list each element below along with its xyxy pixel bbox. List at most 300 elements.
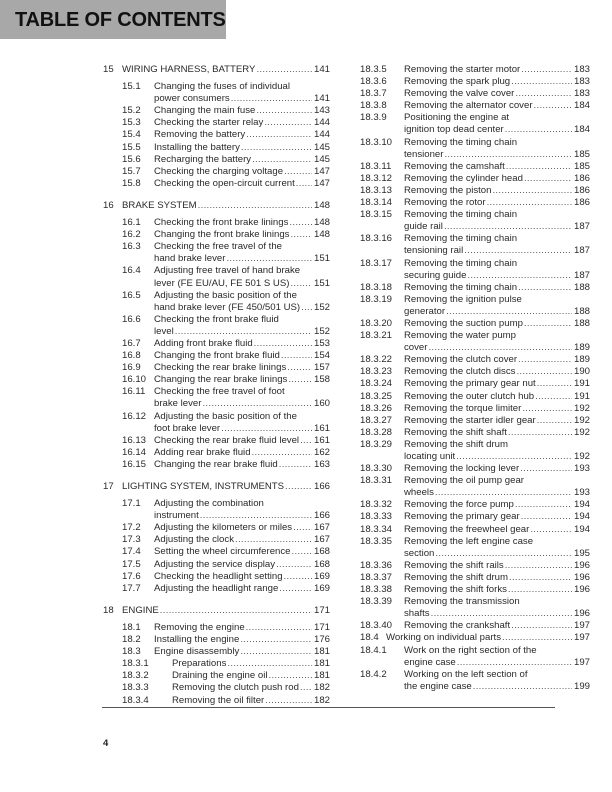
entry-title: Removing the engine [154, 621, 245, 633]
toc-entry[interactable] [103, 229, 330, 241]
toc-entry[interactable] [103, 459, 330, 471]
entry-title: Adding front brake fluid [154, 337, 253, 349]
dot-leader [511, 76, 572, 88]
toc-entry[interactable] [360, 572, 590, 584]
dot-leader [290, 278, 312, 290]
toc-entry[interactable] [103, 386, 330, 410]
entry-number: 16.6 [122, 313, 141, 325]
entry-title: engine case [404, 656, 456, 668]
entry-number: 17.4 [122, 546, 141, 558]
entry-number: 18.3.36 [360, 559, 393, 571]
entry-page-number: 186 [573, 197, 590, 209]
toc-entry[interactable] [360, 439, 590, 463]
toc-entry[interactable] [103, 534, 330, 546]
entry-number: 16.14 [122, 446, 147, 458]
toc-entry[interactable] [360, 415, 590, 427]
entry-number: 17.5 [122, 558, 141, 570]
entry-number: 18.3.21 [360, 330, 393, 342]
toc-entry[interactable] [103, 622, 330, 634]
entry-number: 18.3.27 [360, 414, 393, 426]
dot-leader [301, 302, 312, 314]
entry-page-number: 199 [573, 680, 590, 692]
dot-leader [279, 583, 312, 595]
toc-entry[interactable] [103, 583, 330, 595]
toc-entry[interactable] [360, 536, 590, 560]
toc-entry[interactable] [103, 646, 330, 658]
entry-title: Removing the water pump [404, 330, 516, 342]
entry-title: hand brake lever [154, 253, 226, 265]
dot-leader [276, 559, 312, 571]
toc-entry[interactable] [360, 282, 590, 294]
toc-entry[interactable] [103, 241, 330, 265]
dot-leader [254, 338, 312, 350]
dot-leader [256, 105, 312, 117]
entry-number: 15.3 [122, 117, 141, 129]
entry-page-number: 187 [573, 245, 590, 257]
dot-leader [537, 378, 572, 390]
entry-page-number: 143 [313, 105, 330, 117]
entry-number: 18.3.11 [360, 160, 392, 172]
entry-number: 18.3.25 [360, 390, 393, 402]
entry-number: 18.3.5 [360, 64, 387, 75]
toc-entry[interactable] [360, 427, 590, 439]
entry-number: 18.2 [122, 634, 141, 646]
entry-title: Checking the starter relay [154, 117, 264, 129]
entry-title: Checking the rear brake fluid level [154, 434, 300, 446]
entry-page-number: 166 [313, 481, 330, 492]
toc-entry[interactable] [360, 209, 590, 233]
entry-title: Removing the clutch discs [404, 366, 516, 378]
entry-title: Adjusting the service display [154, 558, 276, 570]
entry-number: 18.3.40 [360, 620, 393, 632]
toc-entry[interactable] [103, 447, 330, 459]
entry-title: Removing the locking lever [404, 463, 520, 475]
toc-entry[interactable] [360, 632, 590, 644]
toc-entry[interactable] [360, 560, 590, 572]
entry-page-number: 191 [573, 390, 590, 402]
toc-entry[interactable] [360, 366, 590, 378]
entry-number: 18.3.24 [360, 378, 393, 390]
entry-number: 18.3.32 [360, 499, 393, 511]
toc-entry[interactable] [360, 499, 590, 511]
entry-title: Adjusting the basic position of the [154, 410, 297, 422]
entry-page-number: 162 [313, 446, 330, 458]
toc-entry[interactable] [103, 217, 330, 229]
dot-leader [252, 154, 312, 166]
entry-number: 16.5 [122, 289, 141, 301]
toc-entry[interactable] [103, 682, 330, 694]
entry-page-number: 153 [313, 337, 330, 349]
entry-title: Adjusting the clock [154, 534, 234, 546]
section-gap [103, 471, 330, 481]
entry-page-number: 185 [573, 160, 590, 172]
entry-page-number: 184 [573, 124, 590, 136]
toc-entry[interactable] [103, 546, 330, 558]
entry-page-number: 186 [573, 184, 590, 196]
entry-title: Adjusting the combination [154, 498, 264, 510]
toc-entry[interactable] [360, 161, 590, 173]
dot-leader [221, 423, 312, 435]
entry-title: Removing the shift forks [404, 584, 507, 596]
toc-entry[interactable] [360, 100, 590, 112]
entry-number: 18.3.22 [360, 354, 393, 366]
toc-chapter-entry[interactable] [103, 481, 330, 493]
entry-title: Removing the timing chain [404, 257, 518, 269]
entry-page-number: 194 [573, 523, 590, 535]
dot-leader [227, 658, 312, 670]
entry-page-number: 158 [313, 374, 330, 386]
page-number: 4 [103, 738, 109, 749]
entry-title: tensioning rail [404, 245, 464, 257]
dot-leader [300, 435, 312, 447]
entry-number: 18.3.16 [360, 233, 393, 245]
entry-number: 15 [103, 64, 114, 75]
entry-title: Adding rear brake fluid [154, 446, 251, 458]
toc-entry[interactable] [360, 294, 590, 318]
toc-entry[interactable] [103, 670, 330, 682]
entry-title: Removing the transmission [404, 596, 520, 608]
entry-number: 18.3.15 [360, 209, 393, 221]
entry-number: 15.6 [122, 153, 141, 165]
entry-number: 18.3.3 [122, 682, 149, 694]
dot-leader [240, 634, 312, 646]
toc-entry[interactable] [103, 350, 330, 362]
entry-page-number: 147 [313, 165, 330, 177]
page-title: TABLE OF CONTENTS [15, 9, 226, 31]
entry-number: 16.1 [122, 217, 141, 229]
toc-entry[interactable] [360, 645, 590, 669]
toc-entry[interactable] [103, 117, 330, 129]
entry-page-number: 194 [573, 511, 590, 523]
toc-entry[interactable] [103, 154, 330, 166]
toc-entry[interactable] [360, 233, 590, 257]
dot-leader [235, 534, 312, 546]
entry-page-number: 193 [573, 463, 590, 475]
entry-number: 18.3.7 [360, 88, 387, 100]
toc-entry[interactable] [103, 178, 330, 190]
entry-number: 18.3 [122, 646, 141, 658]
entry-title: Removing the shift drum [404, 438, 508, 450]
entry-title: hand brake lever (FE 450/501 US) [154, 301, 301, 313]
entry-page-number: 181 [313, 646, 330, 658]
toc-entry[interactable] [360, 88, 590, 100]
toc-entry[interactable] [103, 634, 330, 646]
entry-title: Checking the charging voltage [154, 165, 284, 177]
toc-entry[interactable] [360, 330, 590, 354]
dot-leader [509, 572, 572, 584]
dot-leader [160, 605, 312, 617]
toc-entry[interactable] [360, 391, 590, 403]
toc-entry[interactable] [360, 354, 590, 366]
entry-title: Removing the camshaft [404, 160, 505, 172]
toc-entry[interactable] [103, 338, 330, 350]
entry-title: Adjusting the basic position of the [154, 289, 297, 301]
dot-leader [502, 632, 572, 644]
toc-entry[interactable] [103, 129, 330, 141]
dot-leader [268, 670, 312, 682]
toc-entry[interactable] [103, 571, 330, 583]
dot-leader [198, 200, 312, 212]
entry-number: 18.3.8 [360, 100, 387, 112]
entry-number: 18.3.14 [360, 197, 393, 209]
entry-title: Removing the spark plug [404, 76, 511, 88]
dot-leader [524, 318, 572, 330]
toc-entry[interactable] [360, 137, 590, 161]
entry-number: 16.8 [122, 350, 141, 362]
toc-entry[interactable] [103, 314, 330, 338]
dot-leader [487, 197, 572, 209]
entry-title: Checking the headlight setting [154, 570, 283, 582]
entry-page-number: 167 [313, 522, 330, 534]
dot-leader [300, 682, 312, 694]
entry-page-number: 148 [313, 199, 330, 211]
toc-entry[interactable] [103, 498, 330, 522]
dot-leader [435, 487, 572, 499]
dot-leader [508, 584, 572, 596]
entry-page-number: 197 [573, 632, 590, 644]
entry-title: Removing the crankshaft [404, 620, 511, 632]
entry-page-number: 193 [573, 487, 590, 499]
toc-entry[interactable] [360, 318, 590, 330]
entry-number: 18.4 [360, 632, 379, 644]
entry-title: Removing the timing chain [404, 136, 518, 148]
dot-leader [446, 306, 572, 318]
toc-entry[interactable] [360, 524, 590, 536]
entry-page-number: 196 [573, 608, 590, 620]
dot-leader [506, 161, 572, 173]
toc-entry[interactable] [103, 411, 330, 435]
entry-title: Adjusting free travel of hand brake [154, 265, 301, 277]
entry-page-number: 168 [313, 558, 330, 570]
entry-page-number: 161 [313, 422, 330, 434]
dot-leader [293, 522, 312, 534]
entry-title: Removing the clutch cover [404, 354, 518, 366]
entry-title: Removing the primary gear nut [404, 378, 536, 390]
dot-leader [521, 64, 572, 76]
toc-entry[interactable] [103, 105, 330, 117]
entry-title: the engine case [404, 680, 472, 692]
toc-entry[interactable] [360, 64, 590, 76]
entry-title: instrument [154, 510, 199, 522]
toc-entry[interactable] [103, 362, 330, 374]
entry-title: power consumers [154, 93, 230, 105]
entry-title: Removing the timing chain [404, 233, 518, 245]
toc-entry[interactable] [360, 378, 590, 390]
entry-page-number: 145 [313, 141, 330, 153]
entry-title: Checking the free travel of the [154, 241, 282, 253]
entry-title: Engine disassembly [154, 646, 240, 658]
entry-title: tensioner [404, 148, 444, 160]
entry-number: 16.7 [122, 337, 141, 349]
entry-page-number: 152 [313, 301, 330, 313]
entry-page-number: 141 [313, 93, 330, 105]
toc-entry[interactable] [103, 81, 330, 105]
entry-page-number: 148 [313, 229, 330, 241]
dot-leader [522, 403, 572, 415]
entry-title: Removing the ignition pulse [404, 293, 522, 305]
dot-leader [467, 270, 572, 282]
entry-page-number: 169 [313, 582, 330, 594]
dot-leader [428, 342, 572, 354]
entry-page-number: 196 [573, 584, 590, 596]
toc-entry[interactable] [103, 166, 330, 178]
entry-page-number: 188 [573, 317, 590, 329]
entry-page-number: 169 [313, 570, 330, 582]
entry-number: 18.3.30 [360, 463, 393, 475]
entry-page-number: 152 [313, 325, 330, 337]
dot-leader [240, 646, 312, 658]
entry-title: Removing the starter motor [404, 64, 521, 75]
entry-title: BRAKE SYSTEM [122, 199, 197, 211]
entry-title: section [404, 547, 435, 559]
entry-page-number: 197 [573, 656, 590, 668]
toc-column-left [103, 64, 330, 707]
entry-title: ENGINE [122, 604, 159, 616]
entry-page-number: 189 [573, 342, 590, 354]
entry-number: 18.3.6 [360, 76, 387, 88]
toc-chapter-entry[interactable] [103, 605, 330, 617]
dot-leader [508, 427, 572, 439]
toc-entry[interactable] [360, 669, 590, 693]
entry-title: Installing the engine [154, 634, 240, 646]
toc-entry[interactable] [360, 185, 590, 197]
entry-number: 15.2 [122, 105, 141, 117]
entry-title: generator [404, 305, 446, 317]
entry-page-number: 167 [313, 534, 330, 546]
entry-number: 16.3 [122, 241, 141, 253]
entry-title: level [154, 325, 174, 337]
entry-number: 18.4.2 [360, 668, 387, 680]
entry-title: Changing the front brake linings [154, 229, 290, 241]
toc-entry[interactable] [360, 511, 590, 523]
entry-number: 17.2 [122, 522, 141, 534]
entry-page-number: 151 [313, 253, 330, 265]
entry-title: Preparations [172, 658, 227, 670]
toc-entry[interactable] [360, 197, 590, 209]
entry-number: 18.3.2 [122, 670, 149, 682]
dot-leader [290, 229, 312, 241]
entry-number: 16.15 [122, 458, 147, 470]
entry-number: 15.5 [122, 141, 141, 153]
entry-title: ignition top dead center [404, 124, 504, 136]
toc-entry[interactable] [360, 173, 590, 185]
toc-entry[interactable] [103, 435, 330, 447]
entry-number: 18.3.13 [360, 184, 393, 196]
entry-number: 18.3.12 [360, 172, 393, 184]
entry-page-number: 145 [313, 153, 330, 165]
entry-title: Removing the starter idler gear [404, 414, 536, 426]
dot-leader [231, 93, 312, 105]
entry-title: Removing the shift drum [404, 571, 508, 583]
toc-entry[interactable] [360, 258, 590, 282]
toc-entry[interactable] [360, 463, 590, 475]
header-bar [0, 0, 226, 39]
toc-entry[interactable] [103, 559, 330, 571]
dot-leader [285, 481, 312, 493]
entry-page-number: 157 [313, 362, 330, 374]
entry-title: Checking the free travel of foot [154, 386, 285, 398]
toc-entry[interactable] [103, 142, 330, 154]
dot-leader [520, 463, 572, 475]
toc-chapter-entry[interactable] [103, 64, 330, 76]
entry-page-number: 144 [313, 117, 330, 129]
entry-number: 18.3.1 [122, 658, 149, 670]
footer-divider [102, 707, 555, 708]
entry-title: Removing the force pump [404, 499, 514, 511]
entry-page-number: 196 [573, 559, 590, 571]
entry-title: guide rail [404, 221, 443, 233]
entry-page-number: 181 [313, 670, 330, 682]
entry-title: Removing the clutch push rod [172, 682, 299, 694]
entry-page-number: 188 [573, 305, 590, 317]
dot-leader [431, 608, 572, 620]
entry-number: 17.6 [122, 570, 141, 582]
dot-leader [464, 245, 572, 257]
entry-number: 15.4 [122, 129, 141, 141]
entry-page-number: 160 [313, 398, 330, 410]
entry-number: 18.3.26 [360, 402, 393, 414]
toc-entry[interactable] [360, 403, 590, 415]
entry-number: 18.1 [122, 621, 141, 633]
section-gap [103, 190, 330, 200]
entry-page-number: 161 [313, 434, 330, 446]
entry-number: 18.3.4 [122, 694, 149, 706]
entry-title: Draining the engine oil [172, 670, 268, 682]
dot-leader [530, 524, 572, 536]
dot-leader [264, 117, 312, 129]
toc-entry[interactable] [103, 522, 330, 534]
entry-title: Removing the timing chain [404, 209, 518, 221]
entry-title: Removing the torque limiter [404, 402, 522, 414]
entry-page-number: 190 [573, 366, 590, 378]
toc-entry[interactable] [360, 76, 590, 88]
toc-entry[interactable] [103, 290, 330, 314]
toc-entry[interactable] [360, 620, 590, 632]
toc-entry[interactable] [360, 475, 590, 499]
entry-title: Changing the rear brake fluid [154, 458, 278, 470]
entry-number: 18.3.19 [360, 293, 393, 305]
dot-leader [444, 149, 572, 161]
toc-entry[interactable] [360, 112, 590, 136]
entry-number: 16.2 [122, 229, 141, 241]
dot-leader [473, 681, 572, 693]
entry-page-number: 194 [573, 499, 590, 511]
entry-title: shafts [404, 608, 430, 620]
entry-title: LIGHTING SYSTEM, INSTRUMENTS [122, 481, 285, 492]
dot-leader [202, 398, 312, 410]
toc-entry[interactable] [360, 596, 590, 620]
toc-entry[interactable] [103, 374, 330, 386]
toc-entry[interactable] [103, 265, 330, 289]
toc-entry[interactable] [103, 695, 330, 707]
entry-number: 16.13 [122, 434, 147, 446]
dot-leader [515, 88, 572, 100]
dot-leader [535, 391, 572, 403]
toc-chapter-entry[interactable] [103, 200, 330, 212]
entry-page-number: 186 [573, 172, 590, 184]
entry-page-number: 192 [573, 426, 590, 438]
entry-page-number: 184 [573, 100, 590, 112]
toc-entry[interactable] [103, 658, 330, 670]
dot-leader [456, 451, 572, 463]
entry-number: 16.11 [122, 386, 146, 398]
dot-leader [524, 173, 572, 185]
toc-entry[interactable] [360, 584, 590, 596]
entry-title: Changing the rear brake linings [154, 374, 288, 386]
toc-column-right [360, 64, 590, 693]
entry-number: 18.3.33 [360, 511, 393, 523]
entry-title: Working on individual parts [386, 632, 502, 644]
